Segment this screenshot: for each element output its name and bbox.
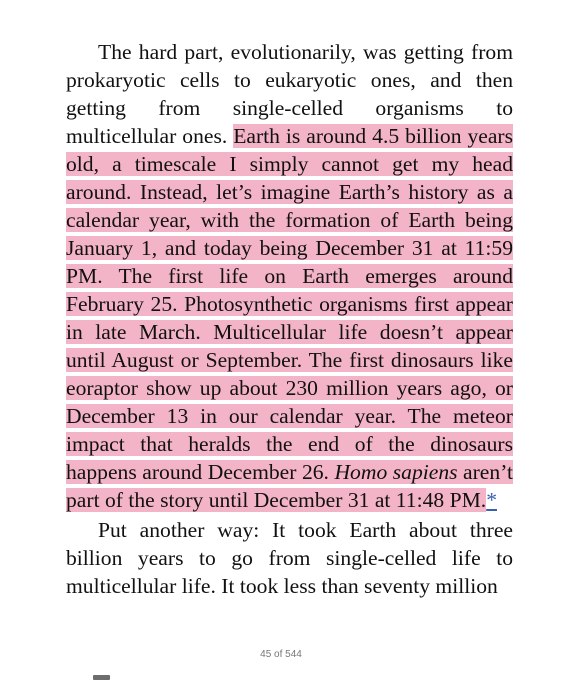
highlighted-passage[interactable] bbox=[66, 124, 513, 512]
page-indicator: 45 of 544 bbox=[260, 649, 302, 660]
highlight-end-text: aren’t part of the story until December 31 at 11:48 PM. bbox=[66, 460, 513, 512]
book-page-text bbox=[66, 38, 513, 600]
paragraph bbox=[66, 38, 513, 514]
paragraph-intro-text: The hard part, evolutionarily, was getting from prokaryotic cells to eukaryotic ones, and then getting from single-celled organisms to multicellular ones. bbox=[66, 40, 513, 148]
footnote-link[interactable]: * bbox=[486, 488, 497, 512]
paragraph: Put another way: It took Earth about three billion years to go from single-celled life to multicellular life. It took less than seventy million bbox=[66, 518, 513, 598]
highlight-text: Earth is around 4.5 billion years old, a timescale I simply cannot get my head around. Instead, let’s imagine Earth’s history as a calendar year, with the formation of Earth being January 1, and today being December 31 at 11:59 PM. The first life on Earth emerges around February 25. Photosynthetic organisms first appear in late March. Multicellular life doesn’t appear until August or September. The first dinosaurs like eoraptor show up about 230 million years ago, or December 13 in our calendar year. The meteor impact that heralds the end of the dinosaurs happens around December 26. bbox=[66, 124, 513, 484]
reading-progress-marker[interactable] bbox=[93, 675, 110, 680]
highlight-italic-text: Homo sapiens bbox=[334, 460, 458, 484]
